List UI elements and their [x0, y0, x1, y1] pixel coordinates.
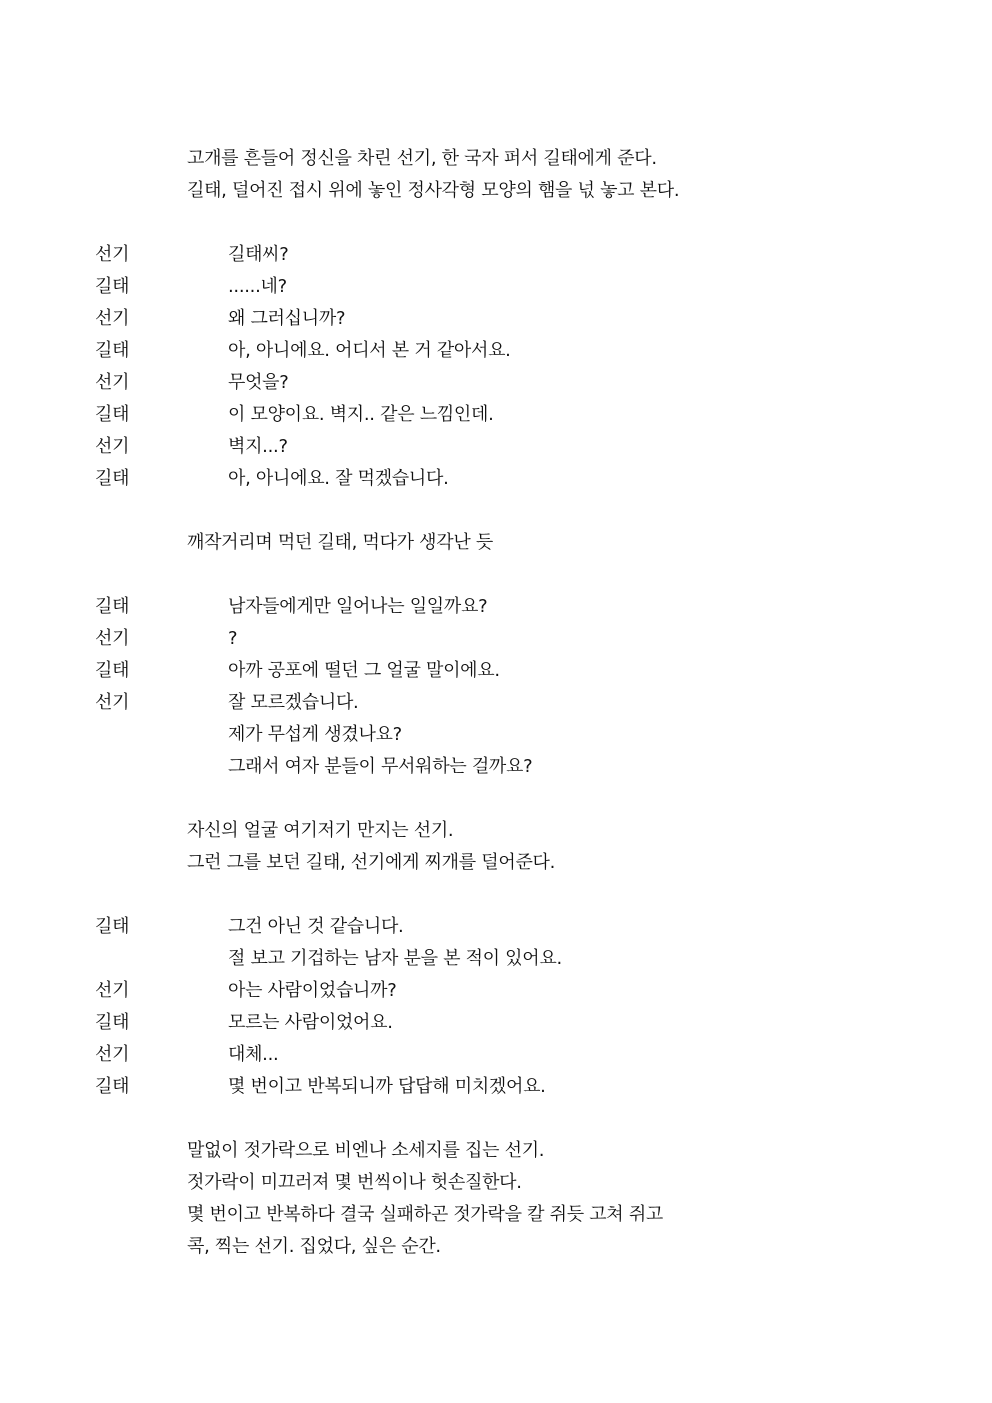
- action-line: 깨작거리며 먹던 길태, 먹다가 생각난 듯: [187, 532, 493, 553]
- action-line: 젓가락이 미끄러져 몇 번씩이나 헛손질한다.: [187, 1172, 522, 1193]
- dialogue-line: 이 모양이요. 벽지.. 같은 느낌인데.: [228, 404, 494, 425]
- dialogue-line: 그건 아닌 것 같습니다.: [228, 916, 404, 937]
- speaker-name: 길태: [95, 916, 130, 937]
- dialogue-line: 남자들에게만 일어나는 일일까요?: [228, 596, 488, 617]
- dialogue-line: 벽지...?: [228, 436, 288, 457]
- speaker-name: 길태: [95, 468, 130, 489]
- dialogue-line: ......네?: [228, 276, 287, 297]
- action-line: 길태, 덜어진 접시 위에 놓인 정사각형 모양의 햄을 넋 놓고 본다.: [187, 180, 680, 201]
- speaker-name: 길태: [95, 276, 130, 297]
- speaker-name: 길태: [95, 404, 130, 425]
- dialogue-line: 아까 공포에 떨던 그 얼굴 말이에요.: [228, 660, 500, 681]
- dialogue-line: 길태씨?: [228, 244, 289, 265]
- speaker-name: 길태: [95, 660, 130, 681]
- speaker-name: 선기: [95, 308, 130, 329]
- speaker-name: 길태: [95, 340, 130, 361]
- speaker-name: 선기: [95, 692, 130, 713]
- dialogue-line: 아, 아니에요. 잘 먹겠습니다.: [228, 468, 449, 489]
- action-line: 고개를 흔들어 정신을 차린 선기, 한 국자 퍼서 길태에게 준다.: [187, 148, 657, 169]
- dialogue-line: 대체...: [228, 1044, 279, 1065]
- action-line: 말없이 젓가락으로 비엔나 소세지를 집는 선기.: [187, 1140, 545, 1161]
- action-line: 자신의 얼굴 여기저기 만지는 선기.: [187, 820, 454, 841]
- speaker-name: 선기: [95, 1044, 130, 1065]
- speaker-name: 길태: [95, 596, 130, 617]
- speaker-name: 길태: [95, 1012, 130, 1033]
- action-line: 콕, 찍는 선기. 집었다, 싶은 순간.: [187, 1236, 441, 1257]
- speaker-name: 선기: [95, 980, 130, 1001]
- speaker-name: 선기: [95, 372, 130, 393]
- speaker-name: 길태: [95, 1076, 130, 1097]
- dialogue-line: 몇 번이고 반복되니까 답답해 미치겠어요.: [228, 1076, 546, 1097]
- action-line: 그런 그를 보던 길태, 선기에게 찌개를 덜어준다.: [187, 852, 556, 873]
- dialogue-line: 아, 아니에요. 어디서 본 거 같아서요.: [228, 340, 511, 361]
- dialogue-line: 모르는 사람이었어요.: [228, 1012, 393, 1033]
- dialogue-line: 절 보고 기겁하는 남자 분을 본 적이 있어요.: [228, 948, 562, 969]
- dialogue-line: 제가 무섭게 생겼나요?: [228, 724, 402, 745]
- dialogue-line: 아는 사람이었습니까?: [228, 980, 397, 1001]
- dialogue-line: 잘 모르겠습니다.: [228, 692, 359, 713]
- dialogue-line: 그래서 여자 분들이 무서워하는 걸까요?: [228, 756, 533, 777]
- dialogue-line: ?: [228, 628, 238, 649]
- action-line: 몇 번이고 반복하다 결국 실패하곤 젓가락을 칼 쥐듯 고쳐 쥐고: [187, 1204, 663, 1225]
- dialogue-line: 왜 그러십니까?: [228, 308, 346, 329]
- dialogue-line: 무엇을?: [228, 372, 289, 393]
- speaker-name: 선기: [95, 244, 130, 265]
- speaker-name: 선기: [95, 628, 130, 649]
- speaker-name: 선기: [95, 436, 130, 457]
